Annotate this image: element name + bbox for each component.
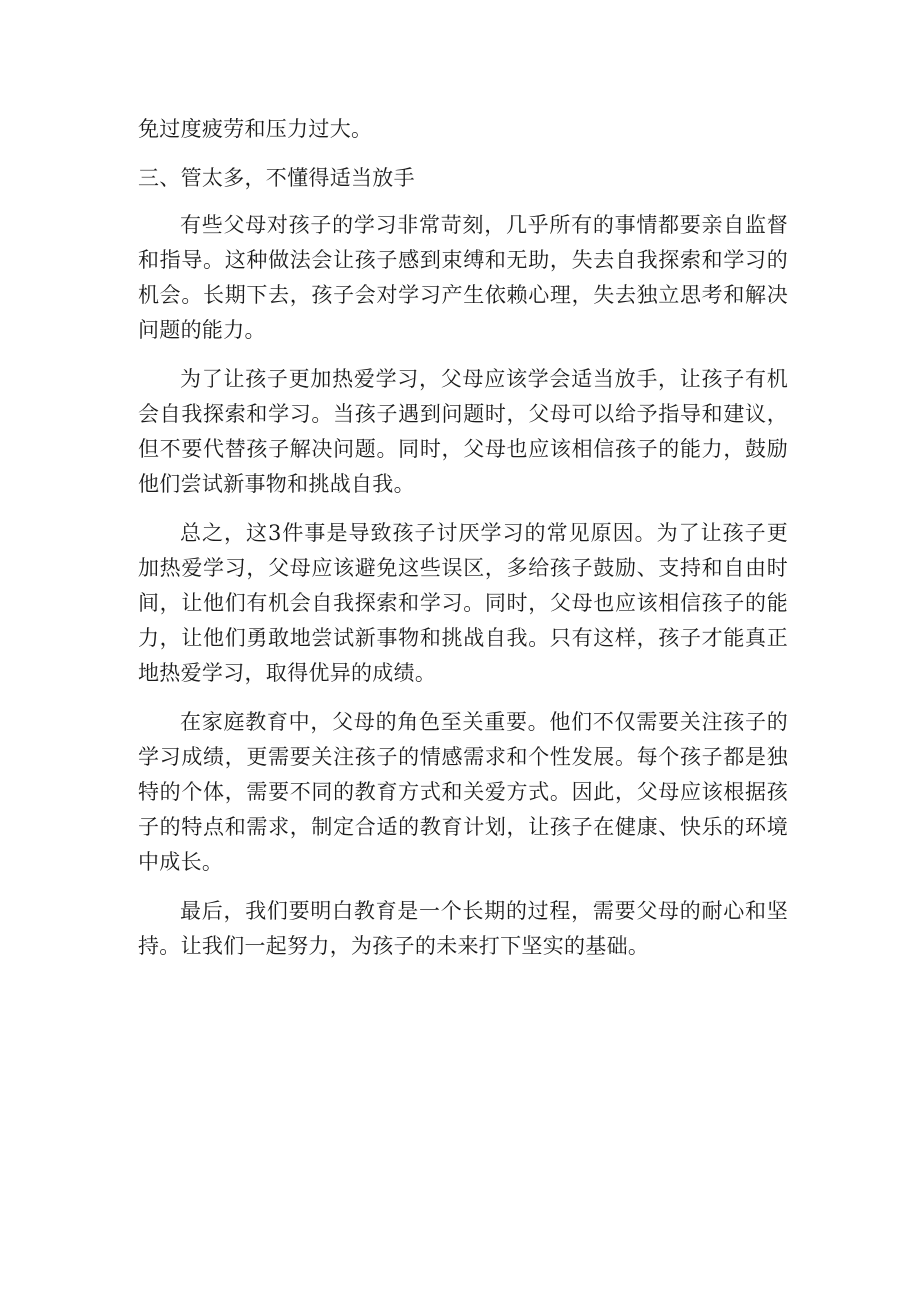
paragraph: 最后，我们要明白教育是一个长期的过程，需要父母的耐心和坚持。让我们一起努力，为孩子的未来打下坚实的基础。 <box>138 899 788 958</box>
paragraph: 为了让孩子更加热爱学习，父母应该学会适当放手，让孩子有机会自我探索和学习。当孩子遇到问题时，父母可以给予指导和建议，但不要代替孩子解决问题。同时，父母也应该相信孩子的能力，鼓励他们尝试新事物和挑战自我。 <box>138 367 788 496</box>
paragraph-continuation: 免过度疲劳和压力过大。 <box>138 117 373 141</box>
paragraph: 总之，这3件事是导致孩子讨厌学习的常见原因。为了让孩子更加热爱学习，父母应该避免这些误区，多给孩子鼓励、支持和自由时间，让他们有机会自我探索和学习。同时，父母也应该相信孩子的能力，让他们勇敢地尝试新事物和挑战自我。只有这样，孩子才能真正地热爱学习，取得优异的成绩。 <box>138 521 788 685</box>
document-body <box>138 112 788 978</box>
paragraph: 在家庭教育中，父母的角色至关重要。他们不仅需要关注孩子的学习成绩，更需要关注孩子的情感需求和个性发展。每个孩子都是独特的个体，需要不同的教育方式和关爱方式。因此，父母应该根据孩子的特点和需求，制定合适的教育计划，让孩子在健康、快乐的环境中成长。 <box>138 710 788 874</box>
section-heading: 三、管太多，不懂得适当放手 <box>138 166 415 190</box>
paragraph: 有些父母对孩子的学习非常苛刻，几乎所有的事情都要亲自监督和指导。这种做法会让孩子感到束缚和无助，失去自我探索和学习的机会。长期下去，孩子会对学习产生依赖心理，失去独立思考和解决问题的能力。 <box>138 213 788 342</box>
